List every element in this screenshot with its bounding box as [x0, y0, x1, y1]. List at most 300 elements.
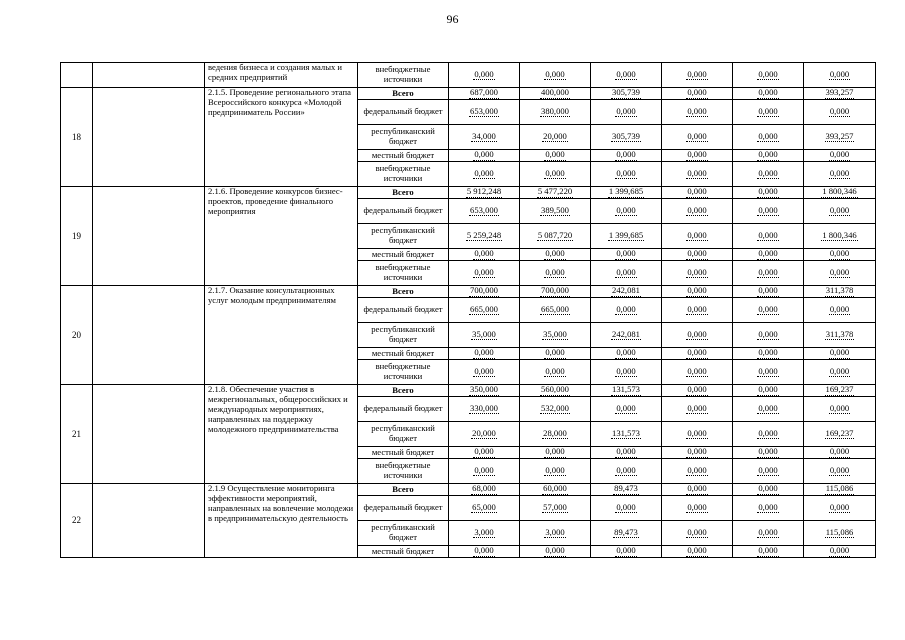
value-text: 0,000: [829, 167, 850, 178]
value-cell: [520, 224, 591, 249]
value-cell: [591, 261, 662, 286]
blank-cell: [93, 385, 205, 484]
value-text: 0,000: [758, 149, 778, 160]
value-text: 0,000: [758, 204, 778, 215]
value-text: 3,000: [474, 526, 494, 537]
value-cell: [591, 249, 662, 261]
value-text: 0,000: [687, 149, 707, 160]
value-cell: [520, 385, 591, 397]
value-text: 0,000: [829, 248, 850, 259]
value-text: 0,000: [474, 248, 494, 259]
value-text: 0,000: [758, 446, 778, 457]
value-cell: [733, 447, 804, 459]
value-text: 0,000: [545, 149, 565, 160]
value-text: 1 399,685: [608, 229, 644, 240]
value-cell: [804, 385, 876, 397]
funding-source: внебюджетные источники: [358, 360, 449, 385]
value-cell: [733, 397, 804, 422]
value-text: 1 399,685: [608, 186, 644, 197]
value-text: 0,000: [474, 545, 494, 556]
funding-source: республиканский бюджет: [358, 323, 449, 348]
value-text: 0,000: [829, 545, 850, 556]
value-cell: [449, 125, 520, 150]
value-text: 242,081: [612, 328, 640, 339]
value-text: 20,000: [543, 130, 567, 141]
value-text: 0,000: [545, 248, 565, 259]
value-text: 0,000: [758, 427, 778, 438]
value-text: 0,000: [829, 149, 850, 160]
value-cell: [733, 546, 804, 558]
value-text: 0,000: [687, 384, 707, 395]
funding-source: Всего: [358, 484, 449, 496]
table-row: [61, 187, 876, 199]
value-text: 0,000: [687, 402, 707, 413]
value-cell: [449, 199, 520, 224]
value-text: 700,000: [470, 285, 498, 296]
value-text: 0,000: [474, 365, 494, 376]
value-text: 0,000: [474, 464, 494, 475]
value-text: 0,000: [616, 402, 636, 413]
value-cell: [449, 360, 520, 385]
value-text: 28,000: [543, 427, 567, 438]
value-text: 0,000: [829, 68, 850, 79]
value-cell: [591, 187, 662, 199]
value-cell: [449, 397, 520, 422]
value-text: 665,000: [470, 303, 498, 314]
value-cell: [804, 459, 876, 484]
value-cell: [662, 484, 733, 496]
value-text: 0,000: [616, 68, 636, 79]
value-cell: [804, 521, 876, 546]
value-cell: [591, 546, 662, 558]
value-text: 653,000: [470, 105, 498, 116]
measure-name: 2.1.8. Обеспечение участия в межрегиональных, общероссийских и международных мероприятиях, направленных на поддержку молодежного предпринимательства: [205, 385, 358, 484]
funding-source: Всего: [358, 385, 449, 397]
value-text: 0,000: [758, 87, 778, 98]
blank-cell: [93, 63, 205, 88]
value-cell: [591, 100, 662, 125]
value-cell: [449, 224, 520, 249]
value-text: 0,000: [616, 105, 636, 116]
value-text: 311,378: [825, 328, 854, 339]
value-text: 131,573: [612, 427, 640, 438]
value-text: 0,000: [545, 365, 565, 376]
value-text: 330,000: [470, 402, 498, 413]
value-text: 35,000: [472, 328, 496, 339]
value-cell: [662, 385, 733, 397]
value-cell: [591, 422, 662, 447]
value-text: 0,000: [687, 501, 707, 512]
value-text: 0,000: [616, 204, 636, 215]
value-text: 0,000: [829, 501, 850, 512]
value-text: 0,000: [616, 303, 636, 314]
value-text: 0,000: [545, 167, 565, 178]
value-cell: [804, 187, 876, 199]
funding-source: республиканский бюджет: [358, 125, 449, 150]
funding-source: республиканский бюджет: [358, 521, 449, 546]
value-cell: [520, 261, 591, 286]
value-text: 0,000: [758, 384, 778, 395]
funding-source: Всего: [358, 187, 449, 199]
value-text: 5 477,220: [537, 186, 573, 197]
value-text: 0,000: [616, 167, 636, 178]
funding-source: федеральный бюджет: [358, 496, 449, 521]
measure-name: 2.1.9 Осуществление мониторинга эффективности мероприятий, направленных на вовлечение молодежи в предпринимательскую деятельность: [205, 484, 358, 558]
value-cell: [591, 385, 662, 397]
value-text: 5 087,720: [537, 229, 573, 240]
value-text: 0,000: [687, 248, 707, 259]
value-text: 0,000: [829, 464, 850, 475]
value-cell: [733, 422, 804, 447]
value-text: 0,000: [758, 130, 778, 141]
value-cell: [591, 484, 662, 496]
value-text: 20,000: [472, 427, 496, 438]
value-text: 0,000: [687, 303, 707, 314]
value-text: 305,739: [612, 130, 640, 141]
value-text: 0,000: [616, 347, 636, 358]
value-cell: [520, 187, 591, 199]
value-cell: [591, 224, 662, 249]
value-cell: [804, 286, 876, 298]
value-cell: [449, 63, 520, 88]
value-text: 0,000: [616, 266, 636, 277]
blank-cell: [93, 187, 205, 286]
value-text: 0,000: [687, 526, 707, 537]
value-text: 0,000: [474, 68, 494, 79]
value-cell: [804, 88, 876, 100]
value-text: 0,000: [474, 149, 494, 160]
value-cell: [591, 348, 662, 360]
value-text: 68,000: [472, 483, 496, 494]
value-cell: [520, 63, 591, 88]
value-cell: [733, 88, 804, 100]
value-text: 653,000: [470, 204, 498, 215]
value-cell: [804, 150, 876, 162]
value-cell: [662, 496, 733, 521]
value-text: 0,000: [758, 526, 778, 537]
table-row: [61, 63, 876, 88]
blank-cell: [93, 286, 205, 385]
value-cell: [591, 199, 662, 224]
value-cell: [520, 162, 591, 187]
value-cell: [520, 360, 591, 385]
value-text: 0,000: [758, 365, 778, 376]
value-cell: [733, 323, 804, 348]
table-row: [61, 385, 876, 397]
value-cell: [449, 521, 520, 546]
value-text: 131,573: [612, 384, 640, 395]
value-text: 0,000: [474, 266, 494, 277]
value-cell: [733, 298, 804, 323]
value-cell: [520, 298, 591, 323]
value-cell: [520, 447, 591, 459]
value-cell: [520, 100, 591, 125]
value-text: 311,378: [825, 285, 854, 296]
value-text: 0,000: [687, 483, 707, 494]
row-number: 19: [61, 187, 93, 286]
value-cell: [520, 397, 591, 422]
value-cell: [804, 348, 876, 360]
value-text: 0,000: [829, 365, 850, 376]
value-text: 0,000: [687, 446, 707, 457]
value-cell: [733, 63, 804, 88]
value-text: 0,000: [758, 464, 778, 475]
value-cell: [520, 521, 591, 546]
measure-name: ведения бизнеса и создания малых и средних предприятий: [205, 63, 358, 88]
value-cell: [804, 162, 876, 187]
value-cell: [804, 496, 876, 521]
value-text: 0,000: [687, 545, 707, 556]
value-cell: [449, 459, 520, 484]
value-cell: [804, 224, 876, 249]
value-cell: [520, 546, 591, 558]
value-cell: [804, 397, 876, 422]
value-text: 0,000: [545, 545, 565, 556]
value-cell: [520, 199, 591, 224]
value-text: 0,000: [758, 266, 778, 277]
value-cell: [662, 125, 733, 150]
value-text: 5 912,248: [466, 186, 502, 197]
value-text: 0,000: [829, 266, 850, 277]
value-text: 1 800,346: [822, 186, 857, 197]
value-cell: [591, 496, 662, 521]
value-text: 0,000: [829, 446, 850, 457]
value-cell: [520, 249, 591, 261]
value-cell: [591, 63, 662, 88]
value-cell: [662, 447, 733, 459]
value-text: 0,000: [758, 248, 778, 259]
value-cell: [591, 298, 662, 323]
value-cell: [662, 298, 733, 323]
value-cell: [733, 261, 804, 286]
value-cell: [449, 447, 520, 459]
value-cell: [662, 360, 733, 385]
measure-name: 2.1.7. Оказание консультационных услуг молодым предпринимателям: [205, 286, 358, 385]
value-cell: [520, 150, 591, 162]
value-text: 0,000: [687, 68, 707, 79]
funding-source: республиканский бюджет: [358, 224, 449, 249]
value-text: 0,000: [829, 402, 850, 413]
funding-source: местный бюджет: [358, 546, 449, 558]
value-cell: [520, 286, 591, 298]
value-cell: [662, 162, 733, 187]
value-cell: [520, 459, 591, 484]
value-cell: [804, 323, 876, 348]
value-text: 687,000: [470, 87, 498, 98]
value-cell: [804, 100, 876, 125]
value-text: 115,086: [825, 483, 854, 494]
value-text: 0,000: [616, 149, 636, 160]
value-text: 560,000: [541, 384, 569, 395]
value-cell: [733, 100, 804, 125]
value-text: 0,000: [474, 446, 494, 457]
value-text: 0,000: [758, 483, 778, 494]
value-cell: [662, 199, 733, 224]
value-cell: [733, 199, 804, 224]
value-text: 0,000: [758, 285, 778, 296]
value-cell: [733, 187, 804, 199]
funding-source: республиканский бюджет: [358, 422, 449, 447]
value-cell: [449, 150, 520, 162]
measure-name: 2.1.6. Проведение конкурсов бизнес-проектов, проведение финального мероприятия: [205, 187, 358, 286]
row-number: [61, 63, 93, 88]
value-cell: [449, 348, 520, 360]
funding-source: местный бюджет: [358, 249, 449, 261]
value-cell: [662, 63, 733, 88]
value-cell: [662, 100, 733, 125]
table-row: [61, 484, 876, 496]
value-cell: [591, 521, 662, 546]
value-text: 0,000: [687, 427, 707, 438]
value-text: 0,000: [474, 347, 494, 358]
value-text: 0,000: [687, 328, 707, 339]
value-text: 89,473: [614, 526, 638, 537]
value-cell: [591, 88, 662, 100]
value-cell: [804, 298, 876, 323]
funding-source: федеральный бюджет: [358, 397, 449, 422]
value-text: 0,000: [687, 105, 707, 116]
value-cell: [449, 249, 520, 261]
value-cell: [733, 496, 804, 521]
funding-source: федеральный бюджет: [358, 199, 449, 224]
value-text: 0,000: [758, 303, 778, 314]
value-text: 0,000: [687, 204, 707, 215]
measure-name: 2.1.5. Проведение регионального этапа Всероссийского конкурса «Молодой предприниматель России»: [205, 88, 358, 187]
value-text: 0,000: [687, 186, 707, 197]
funding-source: внебюджетные источники: [358, 162, 449, 187]
value-text: 0,000: [616, 464, 636, 475]
value-text: 0,000: [758, 347, 778, 358]
value-text: 0,000: [758, 545, 778, 556]
row-number: 22: [61, 484, 93, 558]
value-text: 0,000: [829, 303, 850, 314]
value-cell: [804, 249, 876, 261]
value-text: 34,000: [472, 130, 496, 141]
value-text: 393,257: [825, 130, 854, 141]
value-text: 1 800,346: [822, 229, 857, 240]
value-cell: [591, 360, 662, 385]
value-cell: [591, 162, 662, 187]
value-text: 0,000: [829, 204, 850, 215]
value-cell: [804, 447, 876, 459]
value-text: 0,000: [687, 87, 707, 98]
value-text: 0,000: [545, 68, 565, 79]
value-cell: [591, 447, 662, 459]
value-cell: [520, 348, 591, 360]
value-text: 115,086: [825, 526, 854, 537]
value-cell: [733, 348, 804, 360]
value-text: 0,000: [687, 464, 707, 475]
value-text: 0,000: [616, 248, 636, 259]
value-cell: [662, 546, 733, 558]
value-text: 0,000: [616, 545, 636, 556]
value-text: 0,000: [545, 266, 565, 277]
value-cell: [449, 496, 520, 521]
value-cell: [733, 162, 804, 187]
value-cell: [449, 88, 520, 100]
table-row: [61, 88, 876, 100]
value-text: 0,000: [758, 229, 778, 240]
value-text: 3,000: [545, 526, 565, 537]
value-cell: [733, 249, 804, 261]
value-cell: [591, 459, 662, 484]
value-cell: [733, 484, 804, 496]
value-cell: [804, 484, 876, 496]
value-cell: [662, 261, 733, 286]
value-text: 0,000: [616, 446, 636, 457]
funding-source: внебюджетные источники: [358, 261, 449, 286]
value-text: 0,000: [545, 464, 565, 475]
value-text: 65,000: [472, 501, 496, 512]
value-text: 0,000: [616, 501, 636, 512]
value-cell: [733, 150, 804, 162]
value-cell: [662, 286, 733, 298]
value-text: 0,000: [687, 130, 707, 141]
row-number: 20: [61, 286, 93, 385]
value-text: 0,000: [474, 167, 494, 178]
value-cell: [733, 521, 804, 546]
value-cell: [520, 484, 591, 496]
value-text: 0,000: [687, 285, 707, 296]
value-text: 5 259,248: [466, 229, 502, 240]
row-number: 18: [61, 88, 93, 187]
value-cell: [449, 187, 520, 199]
value-text: 532,000: [541, 402, 569, 413]
funding-source: внебюджетные источники: [358, 63, 449, 88]
value-text: 0,000: [687, 365, 707, 376]
value-cell: [662, 150, 733, 162]
value-text: 393,257: [825, 87, 854, 98]
value-cell: [662, 521, 733, 546]
funding-source: внебюджетные источники: [358, 459, 449, 484]
blank-cell: [93, 484, 205, 558]
value-text: 0,000: [758, 167, 778, 178]
value-text: 0,000: [758, 328, 778, 339]
value-cell: [733, 385, 804, 397]
value-text: 0,000: [687, 167, 707, 178]
value-cell: [662, 397, 733, 422]
value-cell: [520, 422, 591, 447]
value-text: 0,000: [758, 402, 778, 413]
value-text: 0,000: [545, 446, 565, 457]
value-cell: [449, 546, 520, 558]
funding-source: Всего: [358, 88, 449, 100]
value-cell: [804, 199, 876, 224]
value-cell: [733, 360, 804, 385]
value-cell: [449, 100, 520, 125]
value-text: 89,473: [614, 483, 638, 494]
value-cell: [449, 261, 520, 286]
value-cell: [733, 459, 804, 484]
value-cell: [520, 125, 591, 150]
value-text: 0,000: [758, 105, 778, 116]
funding-source: федеральный бюджет: [358, 100, 449, 125]
value-cell: [662, 348, 733, 360]
value-text: 0,000: [545, 347, 565, 358]
value-cell: [520, 496, 591, 521]
value-cell: [662, 187, 733, 199]
value-cell: [662, 422, 733, 447]
value-cell: [520, 323, 591, 348]
value-cell: [733, 224, 804, 249]
value-cell: [591, 150, 662, 162]
funding-source: местный бюджет: [358, 348, 449, 360]
budget-table: [60, 62, 876, 558]
value-text: 0,000: [758, 501, 778, 512]
value-text: 665,000: [541, 303, 569, 314]
blank-cell: [93, 88, 205, 187]
value-cell: [804, 63, 876, 88]
